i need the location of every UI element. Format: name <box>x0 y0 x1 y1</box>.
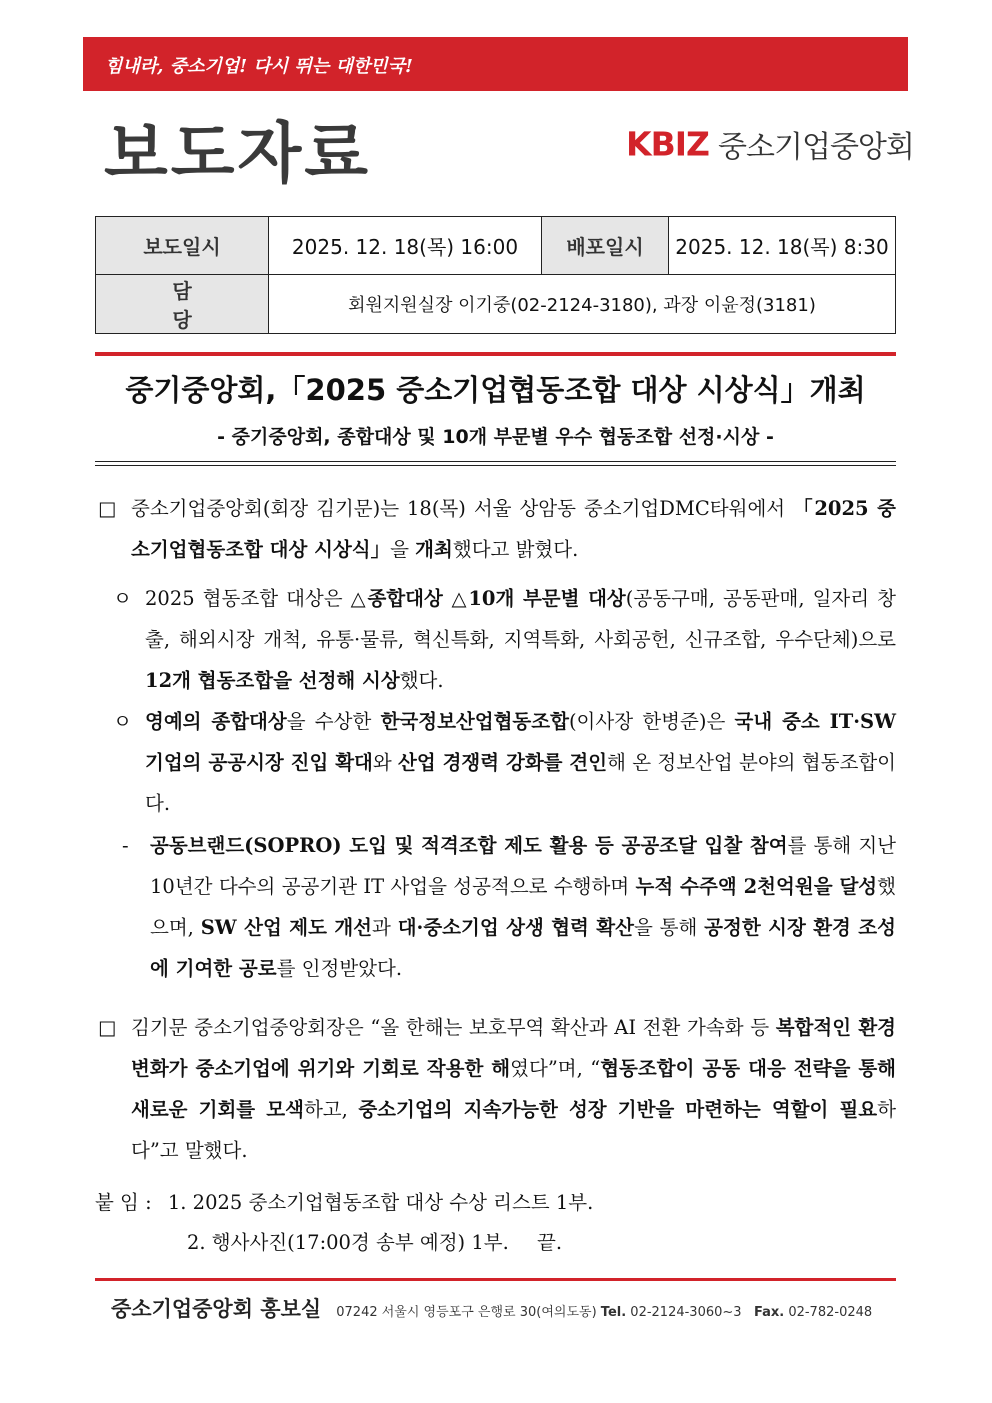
text: 했으며, <box>150 875 896 939</box>
kbiz-logo <box>626 122 914 165</box>
headline: 중기중앙회,「2025 중소기업협동조합 대상 시상식」개최 <box>125 373 866 407</box>
bold-text: 공정한 시장 환경 조성에 기여한 공로 <box>150 916 896 980</box>
paragraph-4 <box>122 825 896 989</box>
logo-name: 중소기업중앙회 <box>718 130 914 165</box>
end-mark: 끝. <box>537 1231 563 1254</box>
paragraph-3 <box>113 701 896 824</box>
contact-label: 담당 <box>96 275 269 334</box>
logo-mark: KBIZ <box>626 124 709 164</box>
dash-bullet: - <box>122 834 129 857</box>
headline-bottom-rule-2 <box>95 465 896 466</box>
bold-text: 국내 중소 IT·SW 기업의 공공시장 진입 확대 <box>145 710 896 774</box>
text: 해 온 정보산업 분야의 협동조합이다. <box>145 751 896 815</box>
text: 과 <box>372 916 398 939</box>
bold-text: 「2025 중소기업협동조합 대상 시상식」 <box>131 497 896 561</box>
bold-text: 중소기업의 지속가능한 성장 기반을 마련하는 역할이 필요 <box>358 1098 878 1121</box>
footer-org: 중소기업중앙회 홍보실 <box>111 1297 322 1321</box>
tel-label: Tel. <box>600 1305 627 1320</box>
paragraph-5 <box>98 1007 896 1171</box>
paragraph-1 <box>98 488 896 570</box>
attachment-label: 붙 임 : <box>95 1191 152 1214</box>
text: 하고, <box>303 1098 359 1121</box>
bold-text: 개최 <box>415 538 453 561</box>
subheadline: - 중기중앙회, 종합대상 및 10개 부문별 우수 협동조합 선정·시상 - <box>217 426 774 448</box>
text: 였다”며, “ <box>510 1057 601 1080</box>
footer-rule <box>95 1278 896 1281</box>
attachments <box>95 1183 593 1263</box>
bold-text: 영예의 종합대상 <box>145 710 287 733</box>
text: 을 통해 <box>633 916 705 939</box>
text: 중소기업중앙회(회장 김기문)는 18(목) 서울 상암동 중소기업DMC타워에서 <box>131 497 794 520</box>
square-bullet: □ <box>98 1016 117 1039</box>
headline-bottom-rule <box>95 461 896 462</box>
paragraph-2 <box>113 578 896 701</box>
bold-text: 협동조합이 공동 대응 전략을 통해 새로운 기회를 모색 <box>131 1057 896 1121</box>
circle-bullet: ㅇ <box>113 587 132 610</box>
distribute-date-label: 배포일시 <box>542 217 669 275</box>
square-bullet: □ <box>98 497 117 520</box>
footer <box>111 1293 872 1323</box>
circle-bullet: ㅇ <box>113 710 132 733</box>
distribute-date-value: 2025. 12. 18(목) 8:30 <box>669 217 896 275</box>
release-date-value: 2025. 12. 18(목) 16:00 <box>269 217 542 275</box>
tel-value: 02-2124-3060~3 <box>630 1305 742 1320</box>
bold-text: 12개 협동조합을 선정해 시상 <box>145 669 400 692</box>
text: 했다. <box>399 669 444 692</box>
text: (이사장 한병준)은 <box>568 710 735 733</box>
bold-text: 산업 경쟁력 강화를 견인 <box>398 751 608 774</box>
footer-address <box>336 1305 872 1320</box>
fax-label: Fax. <box>753 1305 785 1320</box>
release-info-table <box>95 216 896 334</box>
slogan-text: 힘내라, 중소기업! 다시 뛰는 대한민국! <box>105 56 413 77</box>
attachment-row-1 <box>95 1183 593 1223</box>
text: 하다”고 말했다. <box>131 1098 896 1162</box>
table-row <box>96 275 896 334</box>
bold-text: 복합적인 환경 변화가 중소기업에 위기와 기회로 작용한 해 <box>131 1016 896 1080</box>
text: 했다고 밝혔다. <box>452 538 579 561</box>
bold-text: 대·중소기업 상생 협력 확산 <box>397 916 634 939</box>
fax-value: 02-782-0248 <box>788 1305 873 1320</box>
text: 을 수상한 <box>286 710 381 733</box>
attachment-item: 1. 2025 중소기업협동조합 대상 수상 리스트 1부. <box>167 1191 594 1214</box>
bold-text: 누적 수주액 2천억원을 달성 <box>635 875 878 898</box>
text: (공동구매, 공동판매, 일자리 창출, 해외시장 개척, 유통·물류, 혁신특화, 지역특화, 사회공헌, 신규조합, 우수단체)으로 <box>145 587 896 651</box>
address-text: 07242 서울시 영등포구 은행로 30(여의도동) <box>336 1305 597 1320</box>
bold-text: △종합대상 △10개 부문별 대상 <box>350 587 626 610</box>
text: 을 <box>390 538 416 561</box>
headline-top-rule <box>95 352 896 356</box>
bold-text: 한국정보산업협동조합 <box>380 710 569 733</box>
text: 를 통해 지난 10년간 다수의 공공기관 IT 사업을 성공적으로 수행하며 <box>150 834 896 898</box>
text: 와 <box>372 751 399 774</box>
text: 를 인정받았다. <box>276 957 403 980</box>
attachment-row-2 <box>95 1223 593 1263</box>
attachment-item: 2. 행사사진(17:00경 송부 예정) 1부. <box>187 1231 509 1254</box>
bold-text: 공동브랜드(SOPRO) 도입 및 적격조합 제도 활용 등 공공조달 입찰 참여 <box>150 834 788 857</box>
release-date-label: 보도일시 <box>96 217 269 275</box>
text: 2025 협동조합 대상은 <box>145 587 351 610</box>
bold-text: SW 산업 제도 개선 <box>200 916 373 939</box>
page-title: 보도자료 <box>104 115 372 192</box>
text: 김기문 중소기업중앙회장은 “올 한해는 보호무역 확산과 AI 전환 가속화 등 <box>131 1016 776 1039</box>
contact-value: 회원지원실장 이기중(02-2124-3180), 과장 이윤정(3181) <box>269 275 896 334</box>
slogan-banner <box>83 37 908 91</box>
table-row <box>96 217 896 275</box>
